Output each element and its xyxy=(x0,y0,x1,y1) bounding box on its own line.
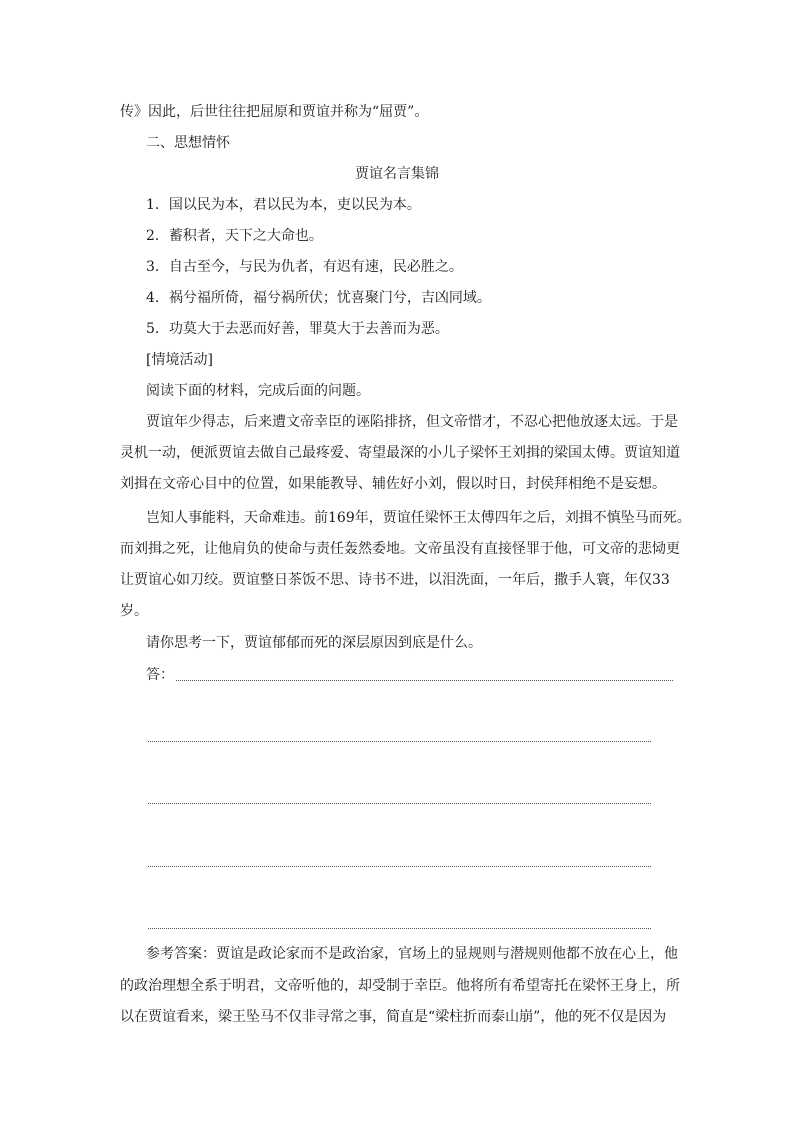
material-paragraph-line: 岁。 xyxy=(120,603,148,619)
answer-line[interactable] xyxy=(148,866,651,867)
material-paragraph-line: 刘揖在文帝心目中的位置，如果能教导、辅佐好小刘，假以时日，封侯拜相绝不是妄想。 xyxy=(120,476,666,492)
answer-line[interactable] xyxy=(176,680,673,681)
reference-answer-line: 的政治理想全系于明君，文帝听他的，却受制于幸臣。他将所有希望寄托在梁怀王身上，所 xyxy=(120,978,680,994)
quotes-title: 贾谊名言集锦 xyxy=(355,166,439,182)
activity-label: [情境活动] xyxy=(146,352,213,368)
quote-item: 5．功莫大于去恶而好善，罪莫大于去善而为恶。 xyxy=(146,321,449,337)
quote-item: 4．祸兮福所倚，福兮祸所伏；忧喜聚门兮，吉凶同域。 xyxy=(146,290,491,306)
section-heading: 二、思想情怀 xyxy=(146,135,230,151)
answer-label: 答： xyxy=(146,667,174,683)
reference-answer-line: 参考答案：贾谊是政论家而不是政治家，官场上的显规则与潜规则他都不放在心上，他 xyxy=(146,946,678,962)
material-paragraph-line: 岂知人事能料，天命难违。前169年，贾谊任梁怀王太傅四年之后，刘揖不慎坠马而死。 xyxy=(146,510,691,526)
answer-line[interactable] xyxy=(148,928,651,929)
material-paragraph-line: 而刘揖之死，让他肩负的使命与责任轰然委地。文帝虽没有直接怪罪于他，可文帝的悲恸更 xyxy=(120,541,680,557)
intro-continuation: 传》因此，后世往往把屈原和贾谊并称为“屈贾”。 xyxy=(120,104,429,120)
question-text: 请你思考一下，贾谊郁郁而死的深层原因到底是什么。 xyxy=(146,635,482,651)
quote-item: 1．国以民为本，君以民为本，吏以民为本。 xyxy=(146,197,421,213)
quote-item: 3．自古至今，与民为仇者，有迟有速，民必胜之。 xyxy=(146,259,463,275)
activity-instruction: 阅读下面的材料，完成后面的问题。 xyxy=(146,383,370,399)
material-paragraph-line: 让贾谊心如刀绞。贾谊整日茶饭不思、诗书不进，以泪洗面，一年后，撒手人寰，年仅33 xyxy=(120,572,670,588)
material-paragraph-line: 灵机一动，便派贾谊去做自己最疼爱、寄望最深的小儿子梁怀王刘揖的梁国太傅。贾谊知道 xyxy=(120,445,680,461)
reference-answer-line: 以在贾谊看来，梁王坠马不仅非寻常之事，简直是“梁柱折而泰山崩”，他的死不仅是因为 xyxy=(120,1009,667,1025)
quote-item: 2．蓄积者，天下之大命也。 xyxy=(146,228,323,244)
material-paragraph-line: 贾谊年少得志，后来遭文帝幸臣的诬陷排挤，但文帝惜才，不忍心把他放逐太远。于是 xyxy=(146,414,678,430)
answer-line[interactable] xyxy=(148,803,651,804)
answer-line[interactable] xyxy=(148,741,651,742)
